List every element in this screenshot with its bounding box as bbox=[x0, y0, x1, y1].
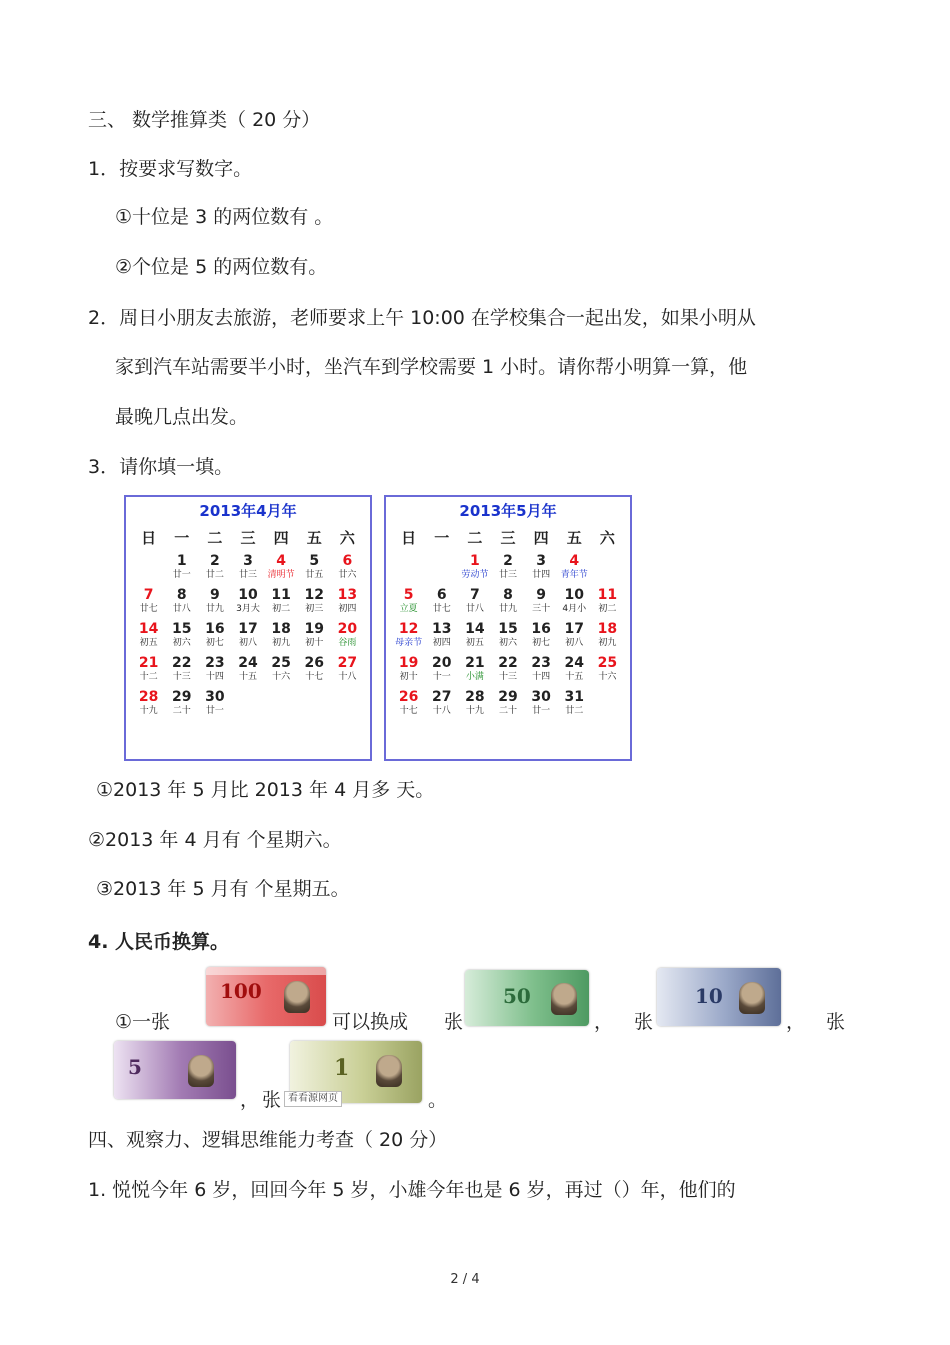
day-cell bbox=[165, 587, 198, 621]
day-number: 12 bbox=[304, 587, 325, 603]
lunar-label: 初四 bbox=[338, 604, 357, 614]
q4-zhang-4: 张 bbox=[262, 1089, 282, 1111]
q1-title: 1．按要求写数字。 bbox=[88, 158, 253, 180]
day-cell bbox=[558, 655, 591, 689]
portrait-image bbox=[551, 983, 577, 1015]
day-cell bbox=[198, 689, 231, 723]
day-cell bbox=[265, 621, 298, 655]
day-number: 29 bbox=[498, 689, 518, 705]
week-row bbox=[132, 689, 364, 723]
lunar-label: 廿八 bbox=[172, 604, 191, 614]
day-cell bbox=[458, 621, 491, 655]
day-cell bbox=[331, 553, 364, 587]
calendar-may-title: 2013年5月年 bbox=[459, 502, 557, 520]
q4-title: 4. 人民币换算。 bbox=[88, 931, 230, 953]
lunar-label: 廿一 bbox=[205, 706, 224, 716]
lunar-label: 十九 bbox=[465, 706, 484, 716]
week-row bbox=[392, 689, 624, 723]
banknote-1-value: 1 bbox=[334, 1055, 350, 1081]
day-number: 27 bbox=[431, 689, 452, 705]
lunar-label: 初七 bbox=[205, 638, 224, 648]
day-cell bbox=[231, 655, 264, 689]
weekday-label: 四 bbox=[533, 529, 549, 547]
day-cell bbox=[231, 587, 264, 621]
day-cell bbox=[525, 655, 558, 689]
banknote-50-value: 50 bbox=[503, 984, 531, 1008]
day-cell bbox=[425, 553, 458, 587]
day-cell bbox=[298, 621, 331, 655]
day-number: 24 bbox=[564, 655, 585, 671]
lunar-label: 初十 bbox=[305, 638, 324, 648]
week-row bbox=[132, 621, 364, 655]
lunar-label: 十四 bbox=[205, 672, 224, 682]
day-number: 13 bbox=[337, 587, 358, 603]
lunar-label: 廿九 bbox=[205, 604, 224, 614]
portrait-image bbox=[376, 1055, 402, 1087]
weekday-label: 六 bbox=[339, 529, 355, 547]
day-number: 20 bbox=[337, 621, 358, 637]
q2-line3: 最晚几点出发。 bbox=[115, 406, 249, 428]
day-cell bbox=[591, 553, 624, 587]
lunar-label: 初二 bbox=[598, 604, 617, 614]
day-number: 7 bbox=[469, 587, 480, 603]
day-number: 14 bbox=[465, 621, 485, 637]
day-cell bbox=[331, 621, 364, 655]
week-row bbox=[132, 587, 364, 621]
day-number: 5 bbox=[309, 553, 320, 569]
q4-comma-3: ， bbox=[240, 1089, 260, 1111]
s4-q1-text: 1. 悦悦今年 6 岁，回回今年 5 岁，小雄今年也是 6 岁，再过（）年，他们的 bbox=[88, 1179, 736, 1201]
day-cell bbox=[558, 689, 591, 723]
week-row bbox=[392, 587, 624, 621]
lunar-label: 廿二 bbox=[205, 570, 224, 580]
week-row bbox=[392, 621, 624, 655]
calendar-april-grid bbox=[132, 525, 364, 723]
watermark-label: 看看源网页 bbox=[284, 1091, 342, 1107]
lunar-label: 廿九 bbox=[498, 604, 517, 614]
day-cell bbox=[458, 553, 491, 587]
day-cell bbox=[132, 553, 165, 587]
day-cell bbox=[525, 689, 558, 723]
day-cell bbox=[331, 689, 364, 723]
lunar-label: 十九 bbox=[139, 706, 158, 716]
day-number: 10 bbox=[564, 587, 585, 603]
weekday-label: 二 bbox=[467, 529, 483, 547]
lunar-label: 立夏 bbox=[399, 604, 418, 614]
lunar-label: 小满 bbox=[465, 672, 484, 682]
lunar-label: 初二 bbox=[272, 604, 291, 614]
day-cell bbox=[165, 621, 198, 655]
lunar-label: 廿一 bbox=[172, 570, 191, 580]
lunar-label: 十六 bbox=[598, 672, 617, 682]
week-row bbox=[132, 553, 364, 587]
april-weekday-header bbox=[132, 525, 364, 553]
q4-zhang-3: 张 bbox=[826, 1011, 846, 1033]
day-number: 19 bbox=[304, 621, 325, 637]
day-cell bbox=[525, 621, 558, 655]
day-cell bbox=[132, 621, 165, 655]
day-cell bbox=[165, 553, 198, 587]
day-cell bbox=[265, 587, 298, 621]
day-number: 26 bbox=[304, 655, 325, 671]
day-number: 16 bbox=[205, 621, 225, 637]
day-cell bbox=[458, 689, 491, 723]
lunar-label: 谷雨 bbox=[338, 638, 357, 648]
day-cell bbox=[392, 689, 425, 723]
lunar-label: 母亲节 bbox=[395, 638, 423, 648]
lunar-label: 廿八 bbox=[465, 604, 484, 614]
day-number: 26 bbox=[398, 689, 419, 705]
q4-comma-2: ， bbox=[786, 1011, 806, 1033]
portrait-image bbox=[188, 1055, 214, 1087]
day-number: 12 bbox=[398, 621, 419, 637]
day-cell bbox=[198, 621, 231, 655]
day-cell bbox=[591, 587, 624, 621]
day-cell bbox=[298, 655, 331, 689]
day-number: 21 bbox=[138, 655, 159, 671]
lunar-label: 廿七 bbox=[139, 604, 158, 614]
day-cell bbox=[132, 587, 165, 621]
page-number: 2 / 4 bbox=[450, 1272, 480, 1287]
lunar-label: 十四 bbox=[532, 672, 551, 682]
day-number: 18 bbox=[271, 621, 291, 637]
weekday-label: 六 bbox=[599, 529, 615, 547]
day-number: 28 bbox=[465, 689, 485, 705]
day-cell bbox=[265, 655, 298, 689]
day-number: 17 bbox=[238, 621, 258, 637]
day-cell bbox=[165, 689, 198, 723]
q4-zhang-2: 张 bbox=[634, 1011, 654, 1033]
q2-line2: 家到汽车站需要半小时，坐汽车到学校需要 1 小时。请你帮小明算一算，他 bbox=[115, 356, 748, 378]
lunar-label: 三十 bbox=[532, 604, 551, 614]
portrait-image bbox=[284, 981, 310, 1013]
day-cell bbox=[425, 621, 458, 655]
lunar-label: 初六 bbox=[498, 638, 517, 648]
lunar-label: 劳动节 bbox=[461, 570, 489, 580]
lunar-label: 十七 bbox=[399, 706, 418, 716]
lunar-label: 二十 bbox=[498, 706, 517, 716]
calendar-april-title: 2013年4月年 bbox=[199, 502, 297, 520]
q4-comma-1: ， bbox=[594, 1011, 614, 1033]
lunar-label: 3月大 bbox=[236, 604, 260, 614]
portrait-image bbox=[739, 982, 765, 1014]
lunar-label: 初七 bbox=[532, 638, 551, 648]
day-number: 11 bbox=[597, 587, 618, 603]
day-cell bbox=[525, 553, 558, 587]
day-number: 17 bbox=[564, 621, 585, 637]
q4-end: 。 bbox=[428, 1089, 448, 1111]
day-number: 24 bbox=[238, 655, 258, 671]
day-number: 21 bbox=[465, 655, 485, 671]
q4-zhang-1: 张 bbox=[444, 1011, 464, 1033]
day-number: 19 bbox=[398, 655, 419, 671]
day-number: 8 bbox=[176, 587, 187, 603]
day-cell bbox=[491, 587, 524, 621]
day-cell bbox=[298, 689, 331, 723]
lunar-label: 初四 bbox=[432, 638, 451, 648]
day-number: 3 bbox=[536, 553, 546, 569]
day-cell bbox=[491, 621, 524, 655]
lunar-label: 廿六 bbox=[338, 570, 357, 580]
weekday-label: 三 bbox=[500, 529, 516, 547]
day-number: 2 bbox=[503, 553, 513, 569]
weekday-label: 四 bbox=[273, 529, 289, 547]
q4-mid-label: 可以换成 bbox=[332, 1011, 409, 1033]
day-number: 2 bbox=[209, 553, 220, 569]
may-weekday-header bbox=[392, 525, 624, 553]
lunar-label: 廿五 bbox=[305, 570, 324, 580]
week-row bbox=[392, 655, 624, 689]
banknote-5-image bbox=[114, 1041, 236, 1099]
day-number: 31 bbox=[564, 689, 585, 705]
lunar-label: 十七 bbox=[305, 672, 324, 682]
q1-item-a: ①十位是 3 的两位数有 。 bbox=[115, 206, 334, 228]
lunar-label: 十二 bbox=[139, 672, 158, 682]
day-number: 6 bbox=[436, 587, 447, 603]
banknote-100-image bbox=[206, 967, 326, 1026]
day-number: 16 bbox=[531, 621, 551, 637]
lunar-label: 初六 bbox=[172, 638, 191, 648]
day-cell bbox=[458, 655, 491, 689]
weekday-label: 一 bbox=[174, 529, 190, 547]
day-number: 4 bbox=[276, 553, 286, 569]
lunar-label: 十三 bbox=[172, 672, 191, 682]
q2-line1: 2．周日小朋友去旅游，老师要求上午 10:00 在学校集合一起出发，如果小明从 bbox=[88, 307, 756, 329]
day-number: 30 bbox=[205, 689, 225, 705]
lunar-label: 十五 bbox=[238, 672, 257, 682]
lunar-label: 初八 bbox=[238, 638, 257, 648]
day-cell bbox=[525, 587, 558, 621]
weekday-label: 五 bbox=[566, 529, 582, 547]
lunar-label: 十一 bbox=[432, 672, 451, 682]
lunar-label: 十八 bbox=[432, 706, 451, 716]
q3-item-c: ③2013 年 5 月有 个星期五。 bbox=[96, 878, 350, 900]
calendar-may-grid bbox=[392, 525, 624, 723]
banknote-50-image bbox=[465, 970, 589, 1026]
day-cell bbox=[425, 689, 458, 723]
q1-item-b: ②个位是 5 的两位数有。 bbox=[115, 256, 328, 278]
lunar-label: 青年节 bbox=[560, 570, 588, 580]
q3-title: 3．请你填一填。 bbox=[88, 456, 234, 478]
day-number: 15 bbox=[171, 621, 192, 637]
day-number: 1 bbox=[176, 553, 187, 569]
day-number: 23 bbox=[531, 655, 551, 671]
day-number: 8 bbox=[503, 587, 513, 603]
day-cell bbox=[558, 587, 591, 621]
weekday-label: 二 bbox=[207, 529, 223, 547]
weekday-label: 五 bbox=[306, 529, 322, 547]
day-cell bbox=[392, 655, 425, 689]
lunar-label: 廿四 bbox=[532, 570, 551, 580]
banknote-10-image bbox=[657, 968, 781, 1026]
day-number: 15 bbox=[498, 621, 518, 637]
day-number: 29 bbox=[171, 689, 192, 705]
day-number: 22 bbox=[498, 655, 518, 671]
day-cell bbox=[298, 553, 331, 587]
week-row bbox=[132, 655, 364, 689]
day-cell bbox=[392, 553, 425, 587]
weekday-label: 一 bbox=[434, 529, 450, 547]
lunar-label: 初三 bbox=[305, 604, 324, 614]
q4-prefix: ①一张 bbox=[115, 1011, 171, 1033]
lunar-label: 廿二 bbox=[565, 706, 584, 716]
lunar-label: 廿三 bbox=[498, 570, 517, 580]
lunar-label: 初五 bbox=[139, 638, 158, 648]
weekday-label: 三 bbox=[240, 529, 256, 547]
day-number: 7 bbox=[143, 587, 154, 603]
day-cell bbox=[165, 655, 198, 689]
lunar-label: 清明节 bbox=[267, 570, 295, 580]
day-cell bbox=[132, 655, 165, 689]
day-cell bbox=[265, 553, 298, 587]
weekday-label: 日 bbox=[141, 529, 157, 547]
lunar-label: 十五 bbox=[565, 672, 584, 682]
lunar-label: 廿七 bbox=[432, 604, 451, 614]
day-cell bbox=[331, 587, 364, 621]
calendar-may bbox=[384, 495, 632, 761]
day-number: 18 bbox=[597, 621, 618, 637]
day-number: 10 bbox=[238, 587, 258, 603]
section3-title: 三、 数学推算类（ 20 分） bbox=[88, 109, 321, 131]
day-cell bbox=[198, 655, 231, 689]
day-cell bbox=[231, 621, 264, 655]
week-row bbox=[392, 553, 624, 587]
lunar-label: 初九 bbox=[272, 638, 291, 648]
day-number: 3 bbox=[243, 553, 253, 569]
day-cell bbox=[591, 655, 624, 689]
day-number: 20 bbox=[431, 655, 452, 671]
day-number: 30 bbox=[531, 689, 551, 705]
banknote-100-value: 100 bbox=[220, 979, 262, 1003]
day-number: 25 bbox=[597, 655, 618, 671]
day-cell bbox=[231, 553, 264, 587]
day-number: 4 bbox=[569, 553, 580, 569]
section4-title: 四、观察力、逻辑思维能力考查（ 20 分） bbox=[88, 1129, 448, 1151]
day-cell bbox=[231, 689, 264, 723]
day-cell bbox=[298, 587, 331, 621]
day-number: 9 bbox=[536, 587, 546, 603]
lunar-label: 十六 bbox=[272, 672, 291, 682]
day-cell bbox=[198, 553, 231, 587]
weekday-label: 日 bbox=[401, 529, 417, 547]
day-cell bbox=[491, 689, 524, 723]
day-number: 25 bbox=[271, 655, 291, 671]
day-cell bbox=[558, 621, 591, 655]
lunar-label: 4月小 bbox=[562, 604, 587, 614]
day-cell bbox=[132, 689, 165, 723]
day-cell bbox=[392, 587, 425, 621]
lunar-label: 初五 bbox=[465, 638, 484, 648]
calendar-april bbox=[124, 495, 372, 761]
lunar-label: 十八 bbox=[338, 672, 357, 682]
day-cell bbox=[491, 655, 524, 689]
lunar-label: 二十 bbox=[172, 706, 191, 716]
day-cell bbox=[591, 689, 624, 723]
day-number: 1 bbox=[469, 553, 480, 569]
lunar-label: 初十 bbox=[399, 672, 418, 682]
day-cell bbox=[491, 553, 524, 587]
day-cell bbox=[425, 655, 458, 689]
day-cell bbox=[558, 553, 591, 587]
day-number: 22 bbox=[171, 655, 192, 671]
lunar-label: 初九 bbox=[598, 638, 617, 648]
day-cell bbox=[392, 621, 425, 655]
q3-item-b: ②2013 年 4 月有 个星期六。 bbox=[88, 829, 342, 851]
day-number: 27 bbox=[337, 655, 358, 671]
day-cell bbox=[591, 621, 624, 655]
day-number: 11 bbox=[271, 587, 291, 603]
day-number: 13 bbox=[431, 621, 452, 637]
day-cell bbox=[331, 655, 364, 689]
lunar-label: 廿三 bbox=[238, 570, 257, 580]
banknote-10-value: 10 bbox=[695, 984, 723, 1008]
lunar-label: 廿一 bbox=[532, 706, 551, 716]
day-cell bbox=[265, 689, 298, 723]
day-number: 5 bbox=[403, 587, 414, 603]
day-number: 14 bbox=[138, 621, 159, 637]
day-cell bbox=[458, 587, 491, 621]
q3-item-a: ①2013 年 5 月比 2013 年 4 月多 天。 bbox=[96, 779, 435, 801]
day-number: 9 bbox=[209, 587, 220, 603]
day-cell bbox=[425, 587, 458, 621]
lunar-label: 十三 bbox=[498, 672, 517, 682]
day-number: 6 bbox=[342, 553, 353, 569]
day-number: 28 bbox=[138, 689, 159, 705]
lunar-label: 初八 bbox=[565, 638, 584, 648]
day-cell bbox=[198, 587, 231, 621]
day-number: 23 bbox=[205, 655, 225, 671]
banknote-5-value: 5 bbox=[128, 1055, 142, 1079]
